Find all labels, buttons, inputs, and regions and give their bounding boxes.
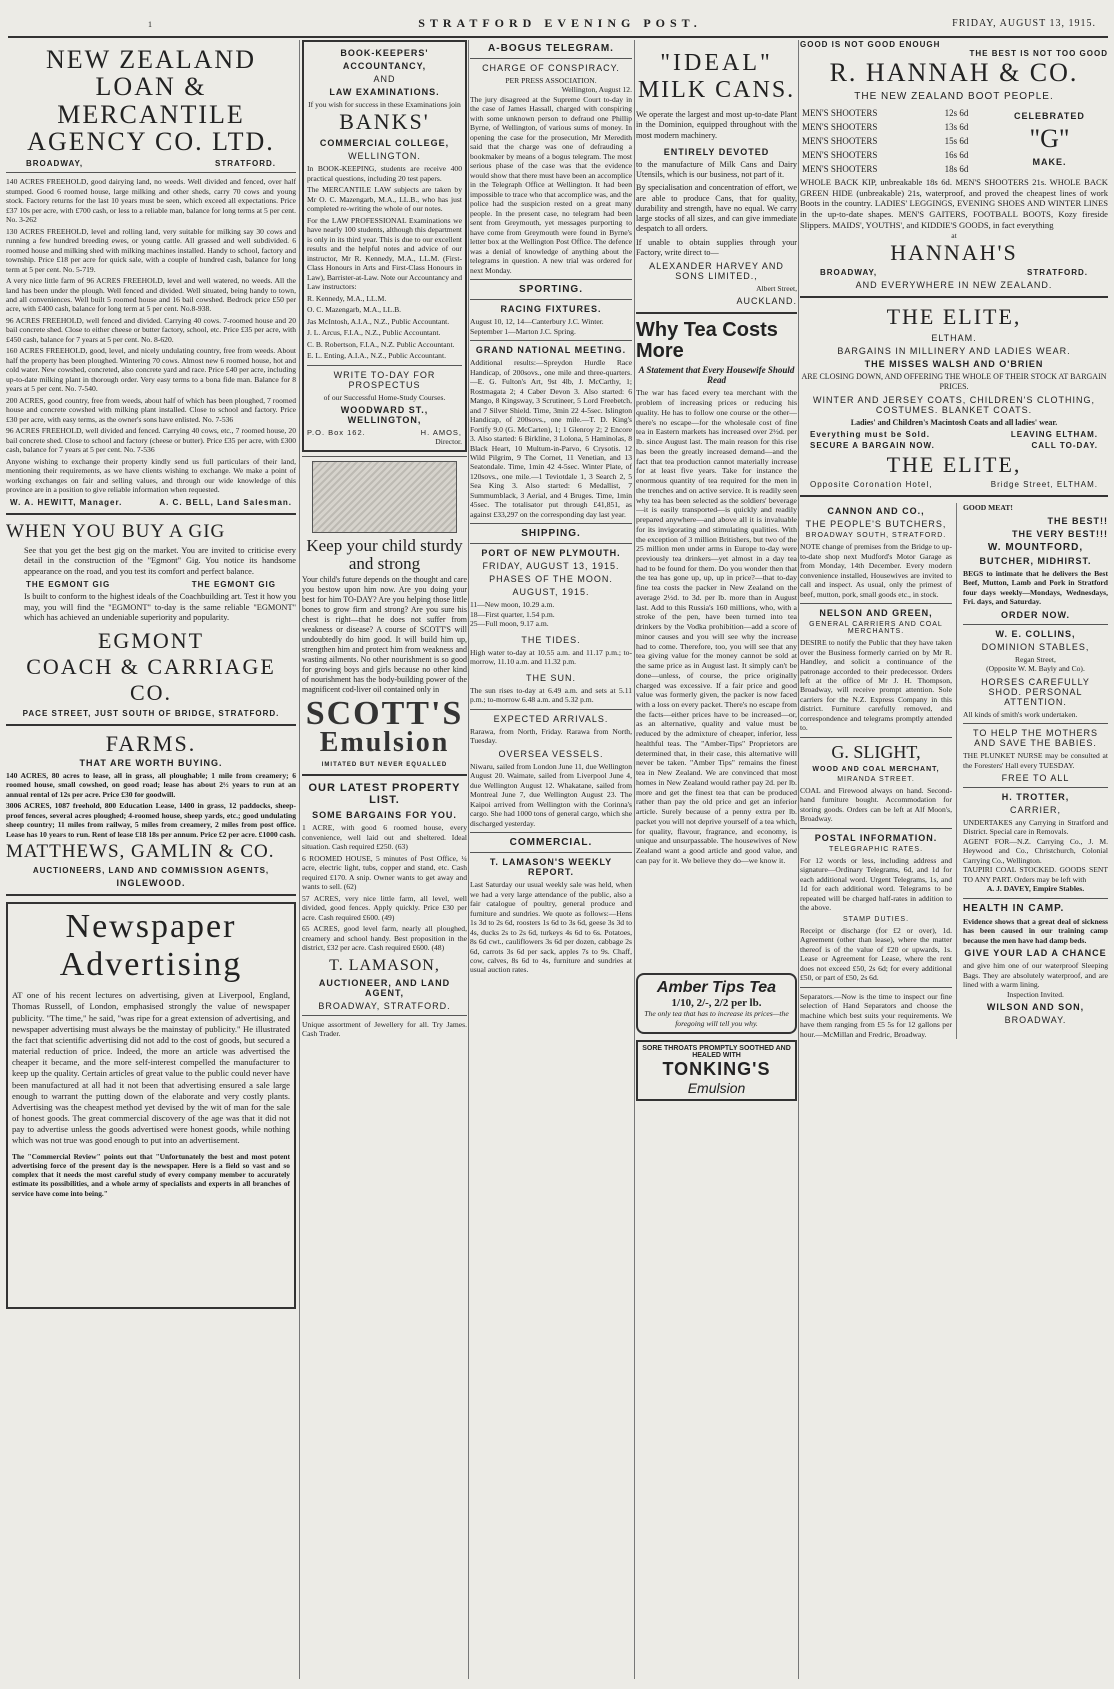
health-camp-heading: HEALTH IN CAMP. xyxy=(963,902,1065,914)
instructor: O. C. Mazengarb, M.A., LL.B. xyxy=(307,305,402,315)
newspaper-advertising-box xyxy=(6,902,296,1309)
sporting-heading: SPORTING. xyxy=(518,284,583,296)
leaving-eltham: LEAVING ELTHAM. xyxy=(1010,430,1098,440)
collins-name: W. E. COLLINS, xyxy=(995,628,1076,639)
race-results: Additional results:—Spreydon Hurdle Race Handicap, of 200sovs., one mile and three-quarters.—E. G. Fulton's Art, 9st 4lb, J. McCarthy, 1; Rostmagata 2; 4 Caber Devon 3. Also started: 6 Mango, 8 Kingsway, 3 Scrutineer, 5 Lord Freebetch, and 7 Silver Shield. Time, 3min 22 4-5sec. Islington Handicap, of 200sovs., one mile.—T. D. King's Fortify 9.0 (G. McCarten), 1; 1 Glenroy 2; 2 Encore 3. Also started: 6 Birkline, 3 Lolona, 5 Haminolas, 8 Black Heart, 10 Multum-in-Parvo, 6 Crysotis. 12 Wild Pilgrim, 9 The Cornet, 11 Venetian, and 13 Seatondale. Time, 1min 42 4-5sec. Winter Plate, of 120sovs., one mile.—1 Teviotdale 1, 3 Search 2, 5 Sea King 3. Also started: 6 Medallist, 7 Summumblack, 3 Aerial, and 4 Bruges. Time, 1min 45sec. The totalisator put through £41,851, as against £33,297 on the corresponding day last year. xyxy=(470,358,632,519)
health-body: Evidence shows that a great deal of sickness has been caused in our training camp because the men have had damp beds. xyxy=(963,916,1108,945)
instructor: Jas McIntosh, A.I.A., N.Z., Public Accountant. xyxy=(307,316,450,326)
home-study: of our Successful Home-Study Courses. xyxy=(323,392,446,402)
nz-loan-listings xyxy=(6,177,296,495)
farms-listings xyxy=(6,771,296,839)
property-item: 6 ROOMED HOUSE, 5 minutes of Post Office, ¼ acre, electric light, tubs, copper and stand, etc. Cash required £170. A snip. Owner wants to get away and wants to sell. (62) xyxy=(302,853,467,892)
shooter-label: MEN'S SHOOTERS xyxy=(802,122,878,132)
bargains-heading: SOME BARGAINS FOR YOU. xyxy=(312,810,457,821)
at-label: at xyxy=(951,230,957,240)
gig-label-left: THE EGMONT GIG xyxy=(26,580,111,590)
tea-title: Why Tea Costs More xyxy=(636,319,778,363)
mountford-body: BEGS to intimate that he delivers the Best Beef, Mutton, Lamb and Pork in Stratford four days weekly—Mondays, Wednesdays, Fri. days, and Saturday. xyxy=(963,568,1108,607)
tonkings-emulsion: Emulsion xyxy=(687,1080,746,1097)
taupiri-coal: TAUPIRI COAL STOCKED. GOODS SENT TO ANY PART. Orders may be left with xyxy=(963,865,1108,884)
imitated-tagline: IMITATED BUT NEVER EQUALLED xyxy=(321,762,448,769)
elite-opposite: Opposite Coronation Hotel, xyxy=(810,480,933,490)
smith-work: All kinds of smith's work undertaken. xyxy=(963,709,1078,719)
trotter-carrier: CARRIER, xyxy=(1009,805,1061,815)
listing: 96 ACRES FREEHOLD, well divided and fenced. Carrying 40 cows, etc., 7 roomed house, 20 bail concrete shed. Close to school and factory (cheese or butter). Price £35 per acre, with £300 cash, balance for 7 years at 5 per cent. No. 7-536 xyxy=(6,426,296,455)
instructor: J. L. Arcus, F.I.A., N.Z., Public Accountant. xyxy=(307,328,441,338)
woodward-address: WOODWARD ST., WELLINGTON, xyxy=(340,405,429,426)
bk-heading-2: ACCOUNTANCY, xyxy=(342,61,427,71)
moon-phase: 25—Full moon, 9.17 a.m. xyxy=(470,619,549,629)
column-3 xyxy=(470,40,632,1679)
scotts-logo: SCOTT'S xyxy=(305,695,464,733)
arrivals-heading: EXPECTED ARRIVALS. xyxy=(493,713,609,724)
farm-listing: 3006 ACRES, 1087 freehold, 800 Education Lease, 1400 in grass, 12 paddocks, sheep-proof fences, several acres ploughed; 4-roomed house, sheep yards, etc.; good undulating sheep country; 11 miles from railway, 5 miles from creamery, 2 miles from post office. Lease has 10 years to run. Rent of lease £18 18s per annum. Price £2 per acre. £1000 cash. xyxy=(6,801,296,839)
newspaper-title: STRATFORD EVENING POST. xyxy=(418,16,702,30)
property-item: 1 ACRE, with good 6 roomed house, every convenience, well laid out and sheltered. Ideal situation. Cash required £250. (63) xyxy=(302,823,467,852)
elite-call-line xyxy=(810,441,1098,450)
scott-text: Your child's future depends on the thought and care you bestow upon him now. Are you doing your best for him TO-DAY? Are you helping those little bones to grow firm and strong? Are you sure his chest is right—that he does not suffer from weakness or disease? A course of SCOTT'S will undoubtedly do him good. It will build him up, strengthen him and protect him from weakness and wasting ailments. No other nourishment is so good for growing boys and girls because no other kind of nourishment has the body-building power of the magnificent cod-liver oil contained only in xyxy=(302,575,467,695)
bk-intro: If you wish for success in these Examinations join xyxy=(308,100,461,109)
lamason-location: BROADWAY, STRATFORD. xyxy=(318,1000,451,1011)
instructor: C. B. Robertson, F.I.A., N.Z. Public Accountant. xyxy=(307,339,455,349)
lower-left-ads xyxy=(800,503,957,1039)
telegram-heading: A-BOGUS TELEGRAM. xyxy=(488,43,614,54)
everything-sold: Everything must be Sold. xyxy=(810,430,931,440)
amber-prices: 1/10, 2/-, 2/2 per lb. xyxy=(671,997,762,1010)
wilson-location: BROADWAY. xyxy=(1004,1015,1067,1026)
column-divider xyxy=(798,40,799,1679)
macintosh-coats: Ladies' and Children's Macintosh Coats and all ladies' wear. xyxy=(850,418,1058,428)
shipping-date: FRIDAY, AUGUST 13, 1915. xyxy=(482,561,620,572)
shooter-price: 13s 6d xyxy=(944,122,969,132)
hannahs-stratford: STRATFORD. xyxy=(1027,268,1088,278)
column-5 xyxy=(800,40,1108,1679)
tea-subtitle: A Statement that Every Housewife Should Read xyxy=(638,365,795,386)
winter-coats: WINTER AND JERSEY COATS, CHILDREN'S CLOTHING, COSTUMES. BLANKET COATS. xyxy=(813,395,1095,416)
hannah-tagline xyxy=(800,40,1108,49)
hannah-tagline-2 xyxy=(800,49,1108,58)
tides-body: High water to-day at 10.55 a.m. and 11.17 p.m.; to-morrow, 11.10 a.m. and 11.32 p.m. xyxy=(470,647,632,667)
shooter-row xyxy=(802,149,989,161)
elite-eltham: ELTHAM. xyxy=(931,333,977,344)
arrivals-body: Rarawa, from North, Friday. Rarawa from North, Tuesday. xyxy=(470,726,632,746)
specialisation-body: By specialisation and concentration of effort, we are able to produce Cans, that for quality, durability and strength, have no equal. We carry large stocks of all sizes, and can give immediate despatch to all orders. xyxy=(636,183,797,234)
column-divider xyxy=(299,40,300,1679)
cannon-location: BROADWAY SOUTH, STRATFORD. xyxy=(805,532,947,540)
fixture: August 10, 12, 14—Canterbury J.C. Winter. xyxy=(470,317,604,327)
give-lad-chance: GIVE YOUR LAD A CHANCE xyxy=(964,948,1107,959)
instructor: E. L. Enting, A.I.A., N.Z., Public Accountant. xyxy=(307,351,446,361)
closing-down: ARE CLOSING DOWN, AND OFFERING THE WHOLE OF THEIR STOCK AT BARGAIN PRICES. xyxy=(801,372,1107,392)
column-1 xyxy=(6,40,296,1679)
property-list xyxy=(302,823,467,952)
shooter-price: 12s 6d xyxy=(944,108,969,118)
banks-contact xyxy=(307,428,462,437)
inspection-invited: Inspection Invited. xyxy=(1007,989,1064,999)
manager-name: W. A. HEWITT, Manager. xyxy=(10,497,123,507)
column-divider xyxy=(634,40,635,1679)
tea-body: The war has faced every tea merchant with the problem of increasing prices or reducing his quality. He has to follow one course or the other—there's no escape—for the wholesale cost of fine tea in Eastern markets has increased over 2½d. per lb. since August last. The main reason for this rise has been the greatly increased demand—and the fact that tea production cannot materially increase for at least five years. Take for instance the enormous quantity of tea required for the men in the trenches and on active service. It is readily seen why tea has been selected as the soldiers' beverage—it is easily transported—is quickly and readily prepared anywhere—and above all it is invaluable for its invigorating and stimulating qualities. With the exception of 3 million Britishers, but two of the 25 million men under arms in Europe to-day were previously tea drinkers—yet almost in a day tea had to be found for them. Do you wonder then that the tea has gone up, up, up in price?—that to-day fine tea costs the packer in New Zealand on the average 2½d. to 3d. per lb. more than in August last. Add to this Russia's 160 millions, who, with a stroke of the pen, have been turned into tea drinkers by the Vodka prohibition—add a score of minor causes and you will see why the increase had to come. Therefore, too, you will see that any tea giving value for the money cannot be sold at the same price as in August last. It simply can't be done—unless, of course, the price originally charged was excessive. If a fair price and good value was formerly given, the packer is now faced with a loss on every packet. There's no escape from the facts—either prices have to be increased—or, as an alternative, quality and value must be reduced by the admixture of cheaper, inferior, less healthful teas. The "Amber-Tips" Proprietors are determined that, in their case, this alternative will never be taken. "Amber Tips" remains the finest tea in New Zealand. We are convinced that most homes in New Zealand would rather pay 2d. per lb. more and get the finest tea that can be produced rather than pay the old price and get an inferior article. Surely because of a penny extra per lb. packet you will not deprive yourself of a tea which, for quality, flavour, fragrance, and economy, is unique and unsurpassable. The housewives of New Zealand want a good article and good value, and can pay for it. We believe they do—we know it. xyxy=(636,388,797,865)
jewellery-notice: Unique assortment of Jewellery for all. Try James. Cash Trader. xyxy=(302,1019,467,1039)
hannahs-name: HANNAH'S xyxy=(890,240,1018,266)
property-list-heading: OUR LATEST PROPERTY LIST. xyxy=(308,782,461,807)
unable-body: If unable to obtain supplies through your Factory, write direct to— xyxy=(636,237,797,257)
postal-heading: POSTAL INFORMATION. xyxy=(814,832,938,843)
column-2 xyxy=(302,40,467,1679)
banks-paragraph: For the LAW PROFESSIONAL Examinations we have nearly 100 students, although this department is only in its third year. This is due to our excellent results and the helpful notes and advice of our instructor, Mr R. Kennedy, M.A., LL.M. (First-Class Honours in Arts and First-Class Honours in Law), Barrister-at-Law. Note our Accountancy and Law instructors: xyxy=(307,215,462,292)
shooter-row xyxy=(802,107,989,119)
banks-text xyxy=(307,164,462,360)
issue-date: FRIDAY, AUGUST 13, 1915. xyxy=(952,18,1096,29)
egmont-title: EGMONT xyxy=(97,627,205,653)
telegram-dateline: Wellington, August 12. xyxy=(561,85,632,95)
shooter-price: 16s 6d xyxy=(944,150,969,160)
nelson-name: NELSON AND GREEN, xyxy=(819,608,933,619)
nz-loan-title-1: NEW ZEALAND xyxy=(46,45,256,74)
separators-notice: Separators.—Now is the time to inspect our fine selection of Hand Separators and choose the machine which best suits your requirements. We have them ranging from £5 5s for 12 gallons per hour.—McMillan and Fredric, Broadway. xyxy=(800,991,952,1039)
listing: 140 ACRES FREEHOLD, good dairying land, no weeds. Well divided and fenced, over half stumped. Good 6 roomed house, large milking and other sheds, carry 70 cows and young stock. Factory returns for the last 10 years must be seen, which exceed all expectations. Price £37 10s per acre, with £700 cash, or less to a reliable man, balance for long terms at 5 per cent. No. 3-262 xyxy=(6,177,296,225)
shooters-table xyxy=(800,105,991,177)
property-item: 65 ACRES, good level farm, nearly all ploughed, creamery and school handy. Best proposition in the district, £32 per acre. Cash required £600. (48) xyxy=(302,924,467,953)
advertising-footnote: The "Commercial Review" points out that "Unfortunately the best and most potent advertising force of the present day is the newspaper. Here is a field so vast and so complex that it needs the most careful study of every company member to accurately estimate its possibilities, and a whole army of specialists and experts in all branches of service have come into being." xyxy=(12,1151,290,1198)
lamason-report-body: Last Saturday our usual weekly sale was held, when we had a very large attendance of the public, also a fair catalogue of poultry, general produce and furniture and sundries. We quote as follows:—Hens 1s 3d to 2s 6d, roosters 1s 6d to 3s 6d, geese 3s 3d to 4s, ducks 2s to 2s 6d, turkeys 4s 6d to 6s. Potatoes, 8s 6d cwt., cauliflowers 3s 6d per dozen, cabbage 2s 6d, carrots 3s 6d per sack, apples 7s to 9s. Chaff, cow, calves, 8s 6d to 4s, furniture and sundries at usual auction rates. xyxy=(470,880,632,975)
cannon-sub: THE PEOPLE'S BUTCHERS, xyxy=(805,519,947,530)
listing: 160 ACRES FREEHOLD, good, level, and nicely undulating country, free from weeds. About half the property has been ploughed. Wintering 70 cows. Almost new 6 roomed house, hot and cold water. New cowshed, concreted, also concrete yard and race. Price £40 per acre, including up-to-date milking plant in thorough order. Very easy terms to a bona fide man. Balance for 8 years at 5 per cent. No. 7-540. xyxy=(6,346,296,394)
advertising-heading: Advertising xyxy=(59,946,243,984)
butcher-location: BUTCHER, MIDHIRST. xyxy=(979,555,1092,566)
help-mothers: TO HELP THE MOTHERS AND SAVE THE BABIES. xyxy=(972,728,1099,749)
banks-college-ad xyxy=(302,40,467,452)
lamason-report-heading: T. LAMASON'S WEEKLY REPORT. xyxy=(489,857,613,878)
gig-title: WHEN YOU BUY A GIG xyxy=(6,520,226,542)
farm-listing: 140 ACRES, 80 acres to lease, all in grass, all ploughable; 1 mile from creamery; 6 roomed house, small cowshed, on good road; lease has about 2½ years to run at an annual rental of 12s per acre. Price £30 for goodwill. xyxy=(6,770,296,799)
telegraphic-heading: TELEGRAPHIC RATES. xyxy=(828,845,924,853)
instructor: R. Kennedy, M.A., LL.M. xyxy=(307,293,387,303)
shooter-row xyxy=(802,163,989,175)
grand-national-heading: GRAND NATIONAL MEETING. xyxy=(475,345,627,356)
stamp-body: Receipt or discharge (for £2 or over), 1d. Agreement (other than lease), where the matter thereof is of the value of £20 or upwards, 1s. Lease or Agreement for Lease, where the rent does not exceed £50, 2s 6d; for every additional £50, or part of £50, 2s 6d. xyxy=(800,925,952,983)
advertising-body: AT one of his recent lectures on advertising, given at Liverpool, England, Thomas Russell, of London, emphasised strongly the value of newspaper publicity. "The time," he said, "was ripe for a great extension of advertising, and newspaper advertising must always be the mainstay of publicity." He illustrated the fact that scientific advertising did not add to the cost of goods, but secured a material reduction of price. Indeed, the more an article was advertised the cheaper it became, and the more self-interest compelled the manufacturer to keep up the quality. Certain articles of great value to the public could never have been manufactured at all had it not been that advertising ensured a sale large enough to warrant the putting down of the elaborate and very costly plants. Advertising was the cheapest method yet devised by the wit of man for the sale of honest goods. The great commercial discovery of the age was that it did not pay to advertise unless the goods advertised were honest goods, while nothing which was not true was good enough to put into an advertisement. xyxy=(12,990,290,1146)
elite-bargains: BARGAINS IN MILLINERY AND LADIES WEAR. xyxy=(837,346,1071,357)
cannon-body: NOTE change of premises from the Bridge to up-to-date shop next Mudford's Motor Garage as from Monday, 14th December. Every modern convenience installed, Housewives are invited to call and inspect. As usual, only the primest of beef, mutton, pork, small goods etc., in stock. xyxy=(800,542,952,599)
gig-text-1: See that you get the best gig on the market. You are invited to criticise every detail in the construction of the "Egmont" Gig. You notice its handsome appearance on the road, and you test its comfort and perfect balance. xyxy=(24,545,296,576)
slight-sub: WOOD AND COAL MERCHANT, xyxy=(812,765,940,773)
farms-title: FARMS. xyxy=(105,730,197,756)
free-to-all: FREE TO ALL xyxy=(1001,773,1070,783)
hannah-title: R. HANNAH & CO. xyxy=(829,58,1079,87)
banks-paragraph: In BOOK-KEEPING, students are receive 400 practical questions, including 20 test papers. xyxy=(307,164,462,183)
moon-month: AUGUST, 1915. xyxy=(512,587,590,598)
harvey-name: ALEXANDER HARVEY AND SONS LIMITED., xyxy=(649,261,784,281)
milk-body: We operate the largest and most up-to-date Plant in the Dominion, equipped throughout with the most modern machinery. xyxy=(636,110,797,140)
banks-paragraph: The MERCANTILE LAW subjects are taken by Mr O. C. Mazengarb, M.A., LL.B., who has just completed re-writing the whole of our notes. xyxy=(307,185,462,214)
elite-title-2: THE ELITE, xyxy=(886,452,1022,478)
director-name: H. AMOS, xyxy=(420,428,462,438)
telegram-body: The jury disagreed at the Supreme Court to-day in the case of James Hassall, charged with conspiring with some unknown person to defraud one Phillip Byrne, of Wellington, of various sums of money. In opening the case for the prosecution, Mr Meredith said that the charge was one of defrauding a bookmaker by means of a bogus telegram. The most serious phase of the case was that the evidence would show that there must have been an accomplice in the Telegraph Office at Wellington. It had been impossible to trace who that accomplice was, and the police had the suspicion rested on a great many people. In the present case, no telegram had been sent from Greymouth, yet messages purporting to have come from Greymouth were found in Byrne's letter box at the Wellington Post Office. The defence was a denial of knowledge of anything about the telegrams in question. A new trial was ordered for next Monday. xyxy=(470,94,632,275)
slight-body: COAL and Firewood always on hand. Second-hand furniture bought. Accommodation for storing goods. Orders can be left at Alf Moon's, Broadway. xyxy=(800,785,952,824)
masthead xyxy=(0,14,1114,36)
nz-loan-address xyxy=(26,159,276,168)
boots-body: WHOLE BACK KIP, unbreakable 18s 6d. MEN'S SHOOTERS 21s. WHOLE BACK GREEN HIDE (unbreakable) 21s, waterproof, and proved the cheapest lines of work Boots in the country. LADIES' LEGGINGS, EVENING SHOES AND WINTER LINES in the up-to-date shapes. MEN'S GAITERS, FOOTBALL BOOTS, Kozy fireside Slippers. MAIDS', YOUTHS', and KIDDIE'S GOODS, in fact everything xyxy=(800,177,1108,230)
shooter-price: 18s 6d xyxy=(944,164,969,174)
elite-sale-line xyxy=(810,430,1098,439)
listing: 130 ACRES FREEHOLD, level and rolling land, very suitable for milking say 30 cows and running a few hundred breeding ewes, or young cattle. All grassed and well subdivided. 6 roomed house and milking shed with milking machines installed. Handy to school, factory and township. Price £18 per acre for quick sale, with a couple of hundred cash, balance for long term at 5 per cent. No. 5-719. xyxy=(6,226,296,274)
stamp-heading: STAMP DUTIES. xyxy=(842,915,910,923)
plunket-nurse: THE PLUNKET NURSE may be consulted at the Foresters' Hall every TUESDAY. xyxy=(963,751,1108,770)
write-today: WRITE TO-DAY FOR PROSPECTUS xyxy=(333,369,436,390)
nelson-body: DESIRE to notify the Public that they have taken over the Business formerly carried on by Mr R. Handley, and solicit a continuance of the patronage accorded to their predecessor. Orders left at the office of Mr J. H. Thompson, Broadway, will receive prompt attention. Sole carriers for the N.Z. Express Company in this district. Furniture carefully removed, and correspondence and telegrams promptly attended to. xyxy=(800,638,952,733)
moon-phases-heading: PHASES OF THE MOON. xyxy=(489,574,613,585)
amber-tips-ad xyxy=(636,973,797,1034)
call-today: CALL TO-DAY. xyxy=(1031,441,1098,451)
college-name: COMMERCIAL COLLEGE, xyxy=(319,138,450,149)
good-not-enough: GOOD IS NOT GOOD ENOUGH xyxy=(800,40,941,49)
albert-street: Albert Street, xyxy=(756,284,797,293)
shooter-row xyxy=(802,135,989,147)
listing: 200 ACRES, good country, free from weeds, about half of which has been ploughed, 7 roomed house and concrete cowshed with milking plant installed. Close to school and factory. Price £30 per acre, with easy terms, as the owner's sons have enlisted. No. 7-536 xyxy=(6,395,296,424)
hannahs-address xyxy=(820,268,1088,277)
cannon-name: CANNON AND CO., xyxy=(827,506,925,517)
misses-names: THE MISSES WALSH AND O'BRIEN xyxy=(864,359,1044,370)
press-association: PER PRESS ASSOCIATION. xyxy=(505,76,597,85)
bk-heading-4: LAW EXAMINATIONS. xyxy=(329,87,440,97)
make-label: MAKE. xyxy=(1032,157,1067,167)
opposite-bayly: (Opposite W. M. Bayly and Co). xyxy=(986,664,1085,674)
order-now: ORDER NOW. xyxy=(1000,609,1070,620)
egmont-coach: COACH & CARRIAGE CO. xyxy=(26,653,276,705)
gig-text-2: Is built to conform to the highest ideals of the Coachbuilding art. Test it how you may, you will find the "EGMONT" to-day is the same reliable "EGMONT" which has achieved an undeniable superiority and popularity. xyxy=(24,592,296,623)
g-make-badge xyxy=(991,105,1108,177)
g-make-letter: "G" xyxy=(1029,124,1070,153)
gig-labels xyxy=(26,580,276,589)
nz-loan-title-2: LOAN & MERCANTILE xyxy=(57,72,245,129)
nz-loan-stratford: STRATFORD. xyxy=(215,159,276,169)
shooter-label: MEN'S SHOOTERS xyxy=(802,164,878,174)
secure-bargain: SECURE A BARGAIN NOW. xyxy=(810,441,935,451)
gig-label-right: THE EGMONT GIG xyxy=(191,580,276,590)
nz-loan-broadway: BROADWAY, xyxy=(26,159,84,169)
best-not-too-good: THE BEST IS NOT TOO GOOD xyxy=(969,49,1108,58)
telegraphic-body: For 12 words or less, including address and signature—Ordinary Telegrams, 6d, and 1d for each additional word. Urgent Telegrams, 1s, and 1d for each additional word. Telegrams to be repeated will be charged half-rates in addition to the above. xyxy=(800,855,952,913)
listing: 96 ACRES FREEHOLD, well fenced and divided. Carrying 40 cows. 7-roomed house and 20 bail concrete shed. Close to either cheese or butter factory, school, etc. Price £35 per acre, with £450 cash, balance for 7 years at 5 per cent. No. 8-620. xyxy=(6,315,296,344)
column-divider xyxy=(468,40,469,1679)
tonkings-ad xyxy=(636,1040,797,1101)
keep-child-heading: Keep your child sturdy and strong xyxy=(306,535,463,573)
auckland: AUCKLAND. xyxy=(736,296,797,307)
bk-heading-3: AND xyxy=(373,74,396,84)
matthews-location: INGLEWOOD. xyxy=(116,878,186,889)
lower-ads xyxy=(800,503,1108,1039)
ideal-heading: "IDEAL" xyxy=(660,50,773,76)
oversea-heading: OVERSEA VESSELS. xyxy=(498,748,604,759)
salesman-name: A. C. BELL, Land Salesman. xyxy=(159,497,292,507)
amber-tips-logo: Amber Tips Tea xyxy=(656,979,777,997)
egmont-address: PACE STREET, JUST SOUTH OF BRIDGE, STRATFORD. xyxy=(22,708,280,718)
shipping-heading: SHIPPING. xyxy=(521,528,581,540)
nz-loan-staff xyxy=(10,498,292,507)
mother-child-illustration xyxy=(312,461,457,533)
moon-phase: 18—First quarter, 1.54 p.m. xyxy=(470,609,555,619)
column-4 xyxy=(636,40,797,1679)
devoted-body: to the manufacture of Milk Cans and Dairy Utensils, which is our business, not part of it. xyxy=(636,159,797,179)
amber-note: The only tea that has to increase its prices—the foregoing will tell you why. xyxy=(644,1009,789,1028)
trotter-body: UNDERTAKES any Carrying in Stratford and District. Special care in Removals. xyxy=(963,818,1108,837)
commercial-heading: COMMERCIAL. xyxy=(509,837,593,849)
tonkings-tagline: SORE THROATS PROMPTLY SOOTHED AND HEALED WITH xyxy=(642,1045,791,1060)
shooter-price: 15s 6d xyxy=(944,136,969,146)
director-title: Director. xyxy=(435,437,462,447)
dominion-stables: DOMINION STABLES, xyxy=(981,641,1090,652)
nelson-sub: GENERAL CARRIERS AND COAL MERCHANTS. xyxy=(809,621,943,636)
shooter-label: MEN'S SHOOTERS xyxy=(802,136,878,146)
masthead-rule xyxy=(8,36,1108,38)
moon-phase: 11—New moon, 10.29 a.m. xyxy=(470,600,555,610)
nz-loan-title-3: AGENCY CO. LTD. xyxy=(27,126,275,156)
property-item: 57 ACRES, very nice little farm, all level, well divided, good fences. Apply quickly. Price £30 per acre. Cash required £600. (49) xyxy=(302,893,467,922)
regan-street: Regan Street, xyxy=(1015,654,1056,664)
shooter-label: MEN'S SHOOTERS xyxy=(802,108,878,118)
mountford-name: W. MOUNTFORD, xyxy=(987,541,1084,553)
nz-loan-footer: Anyone wishing to exchange their property kindly send us full particulars of their land, mentioning their requirements, as we have clients wishing to exchange. We make a point of working exchanges on fair and selling values, and through our wide knowledge of this province are in a position to give reliable information when requested. xyxy=(6,456,296,495)
slight-location: MIRANDA STREET. xyxy=(837,775,915,783)
devoted-heading: ENTIRELY DEVOTED xyxy=(663,146,770,157)
davey-name: A. J. DAVEY, Empire Stables. xyxy=(986,884,1085,894)
tides-heading: THE TIDES. xyxy=(521,634,581,645)
sun-heading: THE SUN. xyxy=(525,672,576,683)
boot-people: THE NEW ZEALAND BOOT PEOPLE. xyxy=(854,91,1054,102)
good-meat: GOOD MEAT! xyxy=(963,503,1013,513)
matthews-title: MATTHEWS, GAMLIN & CO. xyxy=(6,841,275,863)
page-mark: 1 xyxy=(148,20,152,29)
lamason-subtitle: AUCTIONEER, AND LAND AGENT, xyxy=(318,977,451,998)
listing: A very nice little farm of 96 ACRES FREEHOLD, level and well watered, no weeds. All the land has been under the plough. Well fenced and divided. Well situated, being handy to town, and all conveniences. Well built 5 roomed house and 16 bail cowshed. Bedrock price £50 per acre, with £400 cash, balance for long term at 5 per cent. No.8-938. xyxy=(6,276,296,314)
horses-shod: HORSES CAREFULLY SHOD. PERSONAL ATTENTION. xyxy=(981,676,1090,707)
matthews-subtitle: AUCTIONEERS, LAND AND COMMISSION AGENTS, xyxy=(32,866,270,876)
college-location: WELLINGTON. xyxy=(348,151,421,162)
farms-subtitle: THAT ARE WORTH BUYING. xyxy=(79,757,223,768)
give-body: and give him one of our waterproof Sleeping Bags. They are absolutely waterproof, and are lined with a warm lining. xyxy=(963,961,1108,990)
emulsion-logo: Emulsion xyxy=(319,727,450,759)
wilson-name: WILSON AND SON, xyxy=(986,1002,1085,1013)
best-meat: THE BEST!! xyxy=(1047,515,1108,526)
lamason-name: T. LAMASON, xyxy=(329,956,440,974)
trotter-agent: AGENT FOR—N.Z. Carrying Co., J. M. Heywood and Co., Christchurch, Colonial Carrying Co., Wellington. xyxy=(963,836,1108,865)
elite-title: THE ELITE, xyxy=(886,304,1022,330)
fixture: September 1—Marton J.C. Spring. xyxy=(470,326,576,336)
newspaper-heading: Newspaper xyxy=(65,908,237,946)
tonkings-name: TONKING'S xyxy=(662,1059,771,1080)
sun-body: The sun rises to-day at 6.49 a.m. and sets at 5.11 p.m.; to-morrow 6.48 a.m. and 5.32 p.m. xyxy=(470,685,632,705)
po-box: P.O. Box 162. xyxy=(307,428,366,438)
elite-bridge: Bridge Street, ELTHAM. xyxy=(990,480,1098,490)
lower-right-ads xyxy=(963,503,1108,1039)
hannahs-broadway: BROADWAY, xyxy=(820,268,878,278)
everywhere: AND EVERYWHERE IN NEW ZEALAND. xyxy=(855,280,1053,291)
bk-heading-1: BOOK-KEEPERS' xyxy=(340,48,429,58)
shooter-label: MEN'S SHOOTERS xyxy=(802,150,878,160)
elite-address xyxy=(810,480,1098,489)
slight-name: G. SLIGHT, xyxy=(831,741,921,762)
oversea-body: Niwaru, sailed from London June 11, due Wellington August 20. Waimate, sailed from Liverpool June 4, due Wellington August 12. Whakatane, sailed from Montreal June 7, due Wellington August 23. The Kaipoi arrived from Wellington with the Corinna's cargo. She had 1000 tons of general cargo, which she discharged yesterday. xyxy=(470,761,632,828)
banks-name: BANKS' xyxy=(339,109,430,135)
racing-fixtures-heading: RACING FIXTURES. xyxy=(500,304,602,315)
milk-cans-heading: MILK CANS. xyxy=(637,77,796,103)
shooter-row xyxy=(802,121,989,133)
celebrated: CELEBRATED xyxy=(1014,111,1085,121)
very-best-meat: THE VERY BEST!!! xyxy=(1011,528,1108,539)
trotter-name: H. TROTTER, xyxy=(1001,792,1070,802)
port-heading: PORT OF NEW PLYMOUTH. xyxy=(481,548,621,559)
shooters-block xyxy=(800,105,1108,177)
charge-heading: CHARGE OF CONSPIRACY. xyxy=(482,63,620,73)
